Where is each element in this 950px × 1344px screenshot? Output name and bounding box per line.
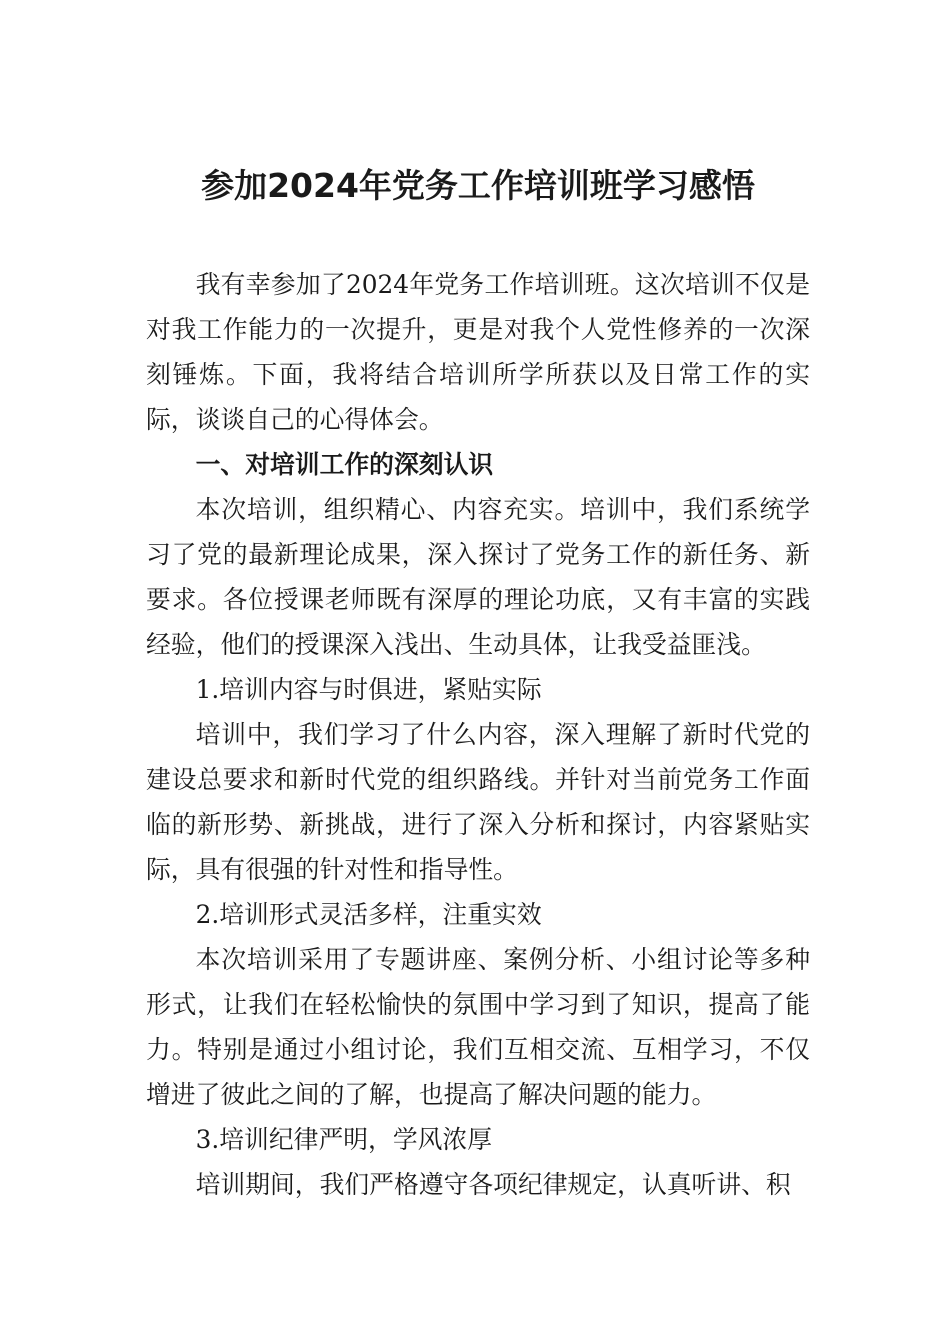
subsection-2-heading: 2.培训形式灵活多样，注重实效 xyxy=(195,900,542,929)
section-1-heading: 一、对培训工作的深刻认识 xyxy=(195,450,494,479)
document-page xyxy=(146,160,810,1207)
intro-paragraph: 我有幸参加了2024年党务工作培训班。这次培训不仅是对我工作能力的一次提升，更是对我个人党性修养的一次深刻锤炼。下面，我将结合培训所学所获以及日常工作的实际，谈谈自己的心得体会。 xyxy=(146,270,810,434)
section-1-paragraph: 本次培训，组织精心、内容充实。培训中，我们系统学习了党的最新理论成果，深入探讨了党务工作的新任务、新要求。各位授课老师既有深厚的理论功底，又有丰富的实践经验，他们的授课深入浅出、生动具体，让我受益匪浅。 xyxy=(146,495,810,659)
subsection-1-paragraph: 培训中，我们学习了什么内容，深入理解了新时代党的建设总要求和新时代党的组织路线。并针对当前党务工作面临的新形势、新挑战，进行了深入分析和探讨，内容紧贴实际，具有很强的针对性和指导性。 xyxy=(146,720,810,884)
subsection-2-paragraph: 本次培训采用了专题讲座、案例分析、小组讨论等多种形式，让我们在轻松愉快的氛围中学习到了知识，提高了能力。特别是通过小组讨论，我们互相交流、互相学习，不仅增进了彼此之间的了解，也提高了解决问题的能力。 xyxy=(146,945,810,1109)
subsection-3-heading: 3.培训纪律严明，学风浓厚 xyxy=(195,1125,493,1154)
document-body xyxy=(146,262,810,1207)
subsection-1-heading: 1.培训内容与时俱进，紧贴实际 xyxy=(195,675,542,704)
document-title: 参加2024年党务工作培训班学习感悟 xyxy=(201,166,755,205)
subsection-3-paragraph: 培训期间，我们严格遵守各项纪律规定，认真听讲、积 xyxy=(195,1170,791,1199)
